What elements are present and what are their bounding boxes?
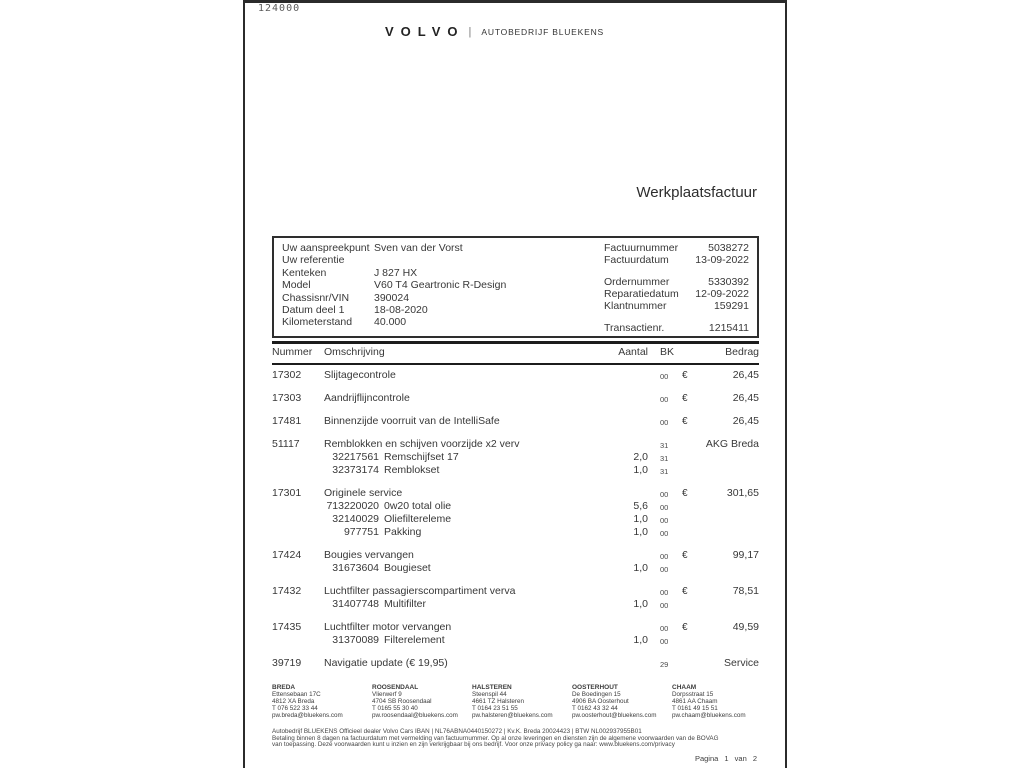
part-number: 32373174 xyxy=(332,463,379,476)
gap xyxy=(682,635,696,648)
item-quantity xyxy=(600,488,648,501)
info-value: J 827 HX xyxy=(374,266,418,279)
item-quantity xyxy=(600,658,648,671)
location-detail: 4661 TZ Halsteren xyxy=(472,698,525,705)
col-header-omschrijving: Omschrijving xyxy=(324,346,385,358)
location-detail: Vlierwerf 9 xyxy=(372,691,402,698)
gap xyxy=(648,635,660,648)
customer-info xyxy=(282,242,582,329)
gap xyxy=(648,488,660,501)
part-quantity: 1,0 xyxy=(633,633,648,646)
gap xyxy=(682,599,696,612)
gap xyxy=(648,501,660,514)
part-bk-code: 00 xyxy=(660,565,669,574)
brand-header xyxy=(385,24,604,39)
dealer-locations xyxy=(272,684,759,719)
part-number: 977751 xyxy=(343,525,379,538)
part-row xyxy=(272,452,759,465)
part-number: 32217561 xyxy=(332,450,379,463)
part-quantity: 1,0 xyxy=(633,463,648,476)
item-bk-code: 00 xyxy=(660,395,669,404)
item-bk-code: 00 xyxy=(660,372,669,381)
item-amount: 78,51 xyxy=(732,584,759,597)
table-row xyxy=(272,370,759,383)
item-bk-code: 00 xyxy=(660,552,669,561)
info-label: Transactienr. xyxy=(604,322,665,334)
info-label: Reparatiedatum xyxy=(604,288,679,300)
part-number: 32140029 xyxy=(332,512,379,525)
info-row xyxy=(282,267,582,279)
part-number: 713220020 xyxy=(326,499,379,512)
location-detail: pw.chaam@bluekens.com xyxy=(672,712,746,719)
page-number: Pagina 1 van 2 xyxy=(694,754,757,763)
gap xyxy=(648,527,660,540)
part-bk-code: 00 xyxy=(660,503,669,512)
gap xyxy=(272,635,324,648)
info-row xyxy=(282,254,582,266)
item-amount: AKG Breda xyxy=(705,437,759,450)
page-title: Werkplaatsfactuur xyxy=(636,184,757,201)
dealer-location xyxy=(372,684,472,719)
table-header xyxy=(272,341,759,365)
euro-sign: € xyxy=(682,549,688,561)
table-row-group xyxy=(272,658,759,671)
info-value: 390024 xyxy=(374,291,410,304)
legal-text xyxy=(272,729,759,749)
location-detail: pw.roosendaal@bluekens.com xyxy=(372,712,458,719)
item-description: Aandrijflijncontrole xyxy=(324,391,410,404)
gap xyxy=(682,465,696,478)
gap xyxy=(648,439,660,452)
info-label: Factuurnummer xyxy=(604,242,679,254)
gap xyxy=(648,393,660,406)
part-bk-code: 00 xyxy=(660,637,669,646)
part-description: Pakking xyxy=(384,525,422,538)
info-row xyxy=(604,288,749,300)
gap xyxy=(272,563,324,576)
info-row xyxy=(604,242,749,254)
euro-sign: € xyxy=(682,487,688,499)
invoice-info-box xyxy=(272,236,759,338)
col-header-bk: BK xyxy=(660,346,675,358)
info-value: 40.000 xyxy=(374,316,407,329)
info-row xyxy=(282,279,582,291)
legal-line: van toepassing. Deze voorwaarden kunt u inzien en zijn verkrijgbaar bij ons bedrijf. Voor onze privacy policy ga naar: www.bluekens.com/privacy xyxy=(272,741,675,749)
gap xyxy=(696,527,759,540)
item-number: 17432 xyxy=(272,584,302,597)
table-body xyxy=(272,370,759,671)
part-number: 31673604 xyxy=(332,561,379,574)
info-row xyxy=(604,276,749,288)
gap xyxy=(648,465,660,478)
part-bk-code: 00 xyxy=(660,529,669,538)
item-number: 17481 xyxy=(272,414,302,427)
location-name: CHAAM xyxy=(672,684,697,691)
gap xyxy=(272,527,324,540)
table-row xyxy=(272,488,759,501)
gap xyxy=(648,563,660,576)
table-row xyxy=(272,439,759,452)
part-bk-code: 31 xyxy=(660,467,669,476)
info-row-spacer xyxy=(604,312,749,322)
part-row xyxy=(272,465,759,478)
part-description-cell xyxy=(324,527,600,540)
location-name: HALSTEREN xyxy=(472,684,512,691)
part-row xyxy=(272,563,759,576)
legal-line: Betaling binnen 8 dagen na factuurdatum met vermelding van factuurnummer. Op al onze leveringen en diensten zijn de algemene voorwaarden van de BOVAG xyxy=(272,734,719,742)
gap xyxy=(648,550,660,563)
gap xyxy=(648,370,660,383)
item-bk-code: 00 xyxy=(660,418,669,427)
item-quantity xyxy=(600,586,648,599)
info-label: Klantnummer xyxy=(604,300,667,312)
location-detail: T 0161 49 15 51 xyxy=(672,705,718,712)
location-detail: 4704 SB Roosendaal xyxy=(372,698,432,705)
location-detail: Ettensebaan 17C xyxy=(272,691,321,698)
part-description-cell xyxy=(324,563,600,576)
info-row xyxy=(604,322,749,334)
gap xyxy=(648,586,660,599)
item-number: 17301 xyxy=(272,486,302,499)
table-row xyxy=(272,550,759,563)
info-row xyxy=(282,316,582,328)
item-quantity xyxy=(600,550,648,563)
part-description-cell xyxy=(324,452,600,465)
item-quantity xyxy=(600,370,648,383)
gap xyxy=(272,501,324,514)
location-detail: 4861 AA Chaam xyxy=(672,698,718,705)
info-label: Uw aanspreekpunt xyxy=(282,242,370,254)
info-value: 159291 xyxy=(713,300,749,312)
location-name: BREDA xyxy=(272,684,296,691)
part-description: 0w20 total olie xyxy=(384,499,452,512)
info-row xyxy=(282,292,582,304)
dealer-name: AUTOBEDRIJF BLUEKENS xyxy=(481,26,604,37)
part-description-cell xyxy=(324,599,600,612)
location-name: OOSTERHOUT xyxy=(572,684,618,691)
col-header-nummer: Nummer xyxy=(272,346,313,358)
part-bk-code: 00 xyxy=(660,601,669,610)
item-number: 17424 xyxy=(272,548,302,561)
gap xyxy=(682,452,696,465)
table-row-group xyxy=(272,622,759,648)
item-description: Navigatie update (€ 19,95) xyxy=(324,656,448,669)
brand-separator: | xyxy=(468,25,472,38)
location-detail: T 0164 23 51 55 xyxy=(472,705,518,712)
part-number: 31407748 xyxy=(332,597,379,610)
legal-line: Autobedrijf BLUEKENS Officieel dealer Volvo Cars IBAN | NL76ABNA0440150272 | Kv.K. Breda 20024423 | BTW NL002937955B01 xyxy=(272,728,642,735)
dealer-location xyxy=(272,684,372,719)
location-detail: 4812 XA Breda xyxy=(272,698,315,705)
item-description: Remblokken en schijven voorzijde x2 verv xyxy=(324,437,520,450)
gap xyxy=(272,452,324,465)
euro-sign: € xyxy=(682,585,688,597)
gap xyxy=(648,622,660,635)
table-row xyxy=(272,393,759,406)
gap xyxy=(648,658,660,671)
table-row-group xyxy=(272,370,759,383)
gap xyxy=(682,527,696,540)
location-name: ROOSENDAAL xyxy=(372,684,419,691)
part-description-cell xyxy=(324,465,600,478)
part-description: Bougieset xyxy=(384,561,431,574)
part-description-cell xyxy=(324,501,600,514)
part-quantity: 1,0 xyxy=(633,597,648,610)
gap xyxy=(696,514,759,527)
gap xyxy=(682,563,696,576)
col-header-aantal: Aantal xyxy=(618,346,648,358)
line-items-table xyxy=(272,341,759,681)
table-row-group xyxy=(272,586,759,612)
info-value: 18-08-2020 xyxy=(374,303,428,316)
location-detail: Steenspil 44 xyxy=(472,691,507,698)
volvo-logo: VOLVO xyxy=(385,24,465,39)
info-label: Kenteken xyxy=(282,266,327,279)
item-amount: 26,45 xyxy=(732,368,759,381)
dealer-location xyxy=(672,684,772,719)
gap xyxy=(682,501,696,514)
item-number: 17435 xyxy=(272,620,302,633)
info-row xyxy=(282,242,582,254)
location-detail: 4906 BA Oosterhout xyxy=(572,698,629,705)
item-description: Luchtfilter motor vervangen xyxy=(324,620,452,633)
part-description-cell xyxy=(324,514,600,527)
location-detail: De Boedingen 15 xyxy=(572,691,621,698)
item-amount: Service xyxy=(723,656,759,669)
gap xyxy=(272,514,324,527)
location-detail: pw.oosterhout@bluekens.com xyxy=(572,712,657,719)
table-row-group xyxy=(272,416,759,429)
item-quantity xyxy=(600,622,648,635)
item-description: Slijtagecontrole xyxy=(324,368,396,381)
gap xyxy=(696,465,759,478)
location-detail: T 0165 55 30 40 xyxy=(372,705,418,712)
item-amount: 26,45 xyxy=(732,391,759,404)
item-bk-code: 29 xyxy=(660,660,669,669)
euro-sign xyxy=(682,658,696,671)
item-quantity xyxy=(600,439,648,452)
part-quantity: 1,0 xyxy=(633,525,648,538)
gap xyxy=(696,635,759,648)
gap xyxy=(696,563,759,576)
part-description: Multifilter xyxy=(384,597,427,610)
table-row-group xyxy=(272,439,759,478)
gap xyxy=(648,599,660,612)
item-bk-code: 31 xyxy=(660,441,669,450)
part-description: Remschijfset 17 xyxy=(384,450,459,463)
euro-sign: € xyxy=(682,415,688,427)
item-description: Binnenzijde voorruit van de IntelliSafe xyxy=(324,414,500,427)
info-label: Chassisnr/VIN xyxy=(282,291,350,304)
info-label: Model xyxy=(282,279,311,292)
part-row xyxy=(272,635,759,648)
info-value: V60 T4 Geartronic R-Design xyxy=(374,279,507,292)
euro-sign: € xyxy=(682,392,688,404)
part-row xyxy=(272,501,759,514)
scan-counter: 124000 xyxy=(258,3,301,14)
gap xyxy=(682,514,696,527)
item-bk-code: 00 xyxy=(660,624,669,633)
info-row xyxy=(282,304,582,316)
gap xyxy=(648,416,660,429)
info-row xyxy=(604,300,749,312)
location-detail: pw.halsteren@bluekens.com xyxy=(472,712,553,719)
part-quantity: 2,0 xyxy=(633,450,648,463)
part-description-cell xyxy=(324,635,600,648)
part-description: Remblokset xyxy=(384,463,440,476)
invoice-meta xyxy=(604,242,749,334)
table-row xyxy=(272,416,759,429)
info-label: Kilometerstand xyxy=(282,316,353,329)
item-quantity xyxy=(600,393,648,406)
table-row-group xyxy=(272,488,759,540)
gap xyxy=(648,514,660,527)
part-quantity: 1,0 xyxy=(633,561,648,574)
item-bk-code: 00 xyxy=(660,490,669,499)
item-number: 51117 xyxy=(272,437,300,450)
location-detail: T 0162 43 32 44 xyxy=(572,705,618,712)
item-amount: 301,65 xyxy=(726,486,759,499)
info-value: 5330392 xyxy=(708,276,749,288)
euro-sign: € xyxy=(682,621,688,633)
item-amount: 49,59 xyxy=(732,620,759,633)
info-row-spacer xyxy=(604,266,749,276)
info-value: 13-09-2022 xyxy=(695,254,749,266)
info-label: Factuurdatum xyxy=(604,254,669,266)
item-description: Luchtfilter passagierscompartiment verva xyxy=(324,584,516,597)
part-bk-code: 31 xyxy=(660,454,669,463)
part-quantity: 5,6 xyxy=(633,499,648,512)
info-value: 1215411 xyxy=(708,322,749,334)
gap xyxy=(272,465,324,478)
part-quantity: 1,0 xyxy=(633,512,648,525)
location-detail: Dorpsstraat 15 xyxy=(672,691,714,698)
part-number: 31370089 xyxy=(332,633,379,646)
gap xyxy=(272,599,324,612)
item-description: Originele service xyxy=(324,486,403,499)
item-amount: 99,17 xyxy=(732,548,759,561)
gap xyxy=(696,599,759,612)
gap xyxy=(648,452,660,465)
dealer-location xyxy=(472,684,572,719)
info-row xyxy=(604,254,749,266)
gap xyxy=(696,452,759,465)
location-detail: pw.breda@bluekens.com xyxy=(272,712,343,719)
part-row xyxy=(272,514,759,527)
gap xyxy=(696,501,759,514)
item-number: 17303 xyxy=(272,391,302,404)
item-amount: 26,45 xyxy=(732,414,759,427)
invoice-page xyxy=(243,0,787,768)
table-row xyxy=(272,658,759,671)
info-label: Uw referentie xyxy=(282,254,345,267)
table-row-group xyxy=(272,550,759,576)
euro-sign: € xyxy=(682,369,688,381)
part-description: Filterelement xyxy=(384,633,445,646)
info-value: 5038272 xyxy=(708,242,749,254)
part-bk-code: 00 xyxy=(660,516,669,525)
item-bk-code: 00 xyxy=(660,588,669,597)
info-value: Sven van der Vorst xyxy=(374,242,463,254)
col-header-bedrag: Bedrag xyxy=(725,346,759,358)
part-row xyxy=(272,527,759,540)
table-row-group xyxy=(272,393,759,406)
dealer-location xyxy=(572,684,672,719)
location-detail: T 076 522 33 44 xyxy=(272,705,318,712)
part-row xyxy=(272,599,759,612)
euro-sign xyxy=(682,439,696,452)
info-label: Datum deel 1 xyxy=(282,303,345,316)
item-number: 17302 xyxy=(272,368,302,381)
part-description: Oliefiltereleme xyxy=(384,512,452,525)
item-quantity xyxy=(600,416,648,429)
info-label: Ordernummer xyxy=(604,276,670,288)
item-number: 39719 xyxy=(272,656,302,669)
table-row xyxy=(272,586,759,599)
table-row xyxy=(272,622,759,635)
info-value: 12-09-2022 xyxy=(695,288,749,300)
item-description: Bougies vervangen xyxy=(324,548,414,561)
